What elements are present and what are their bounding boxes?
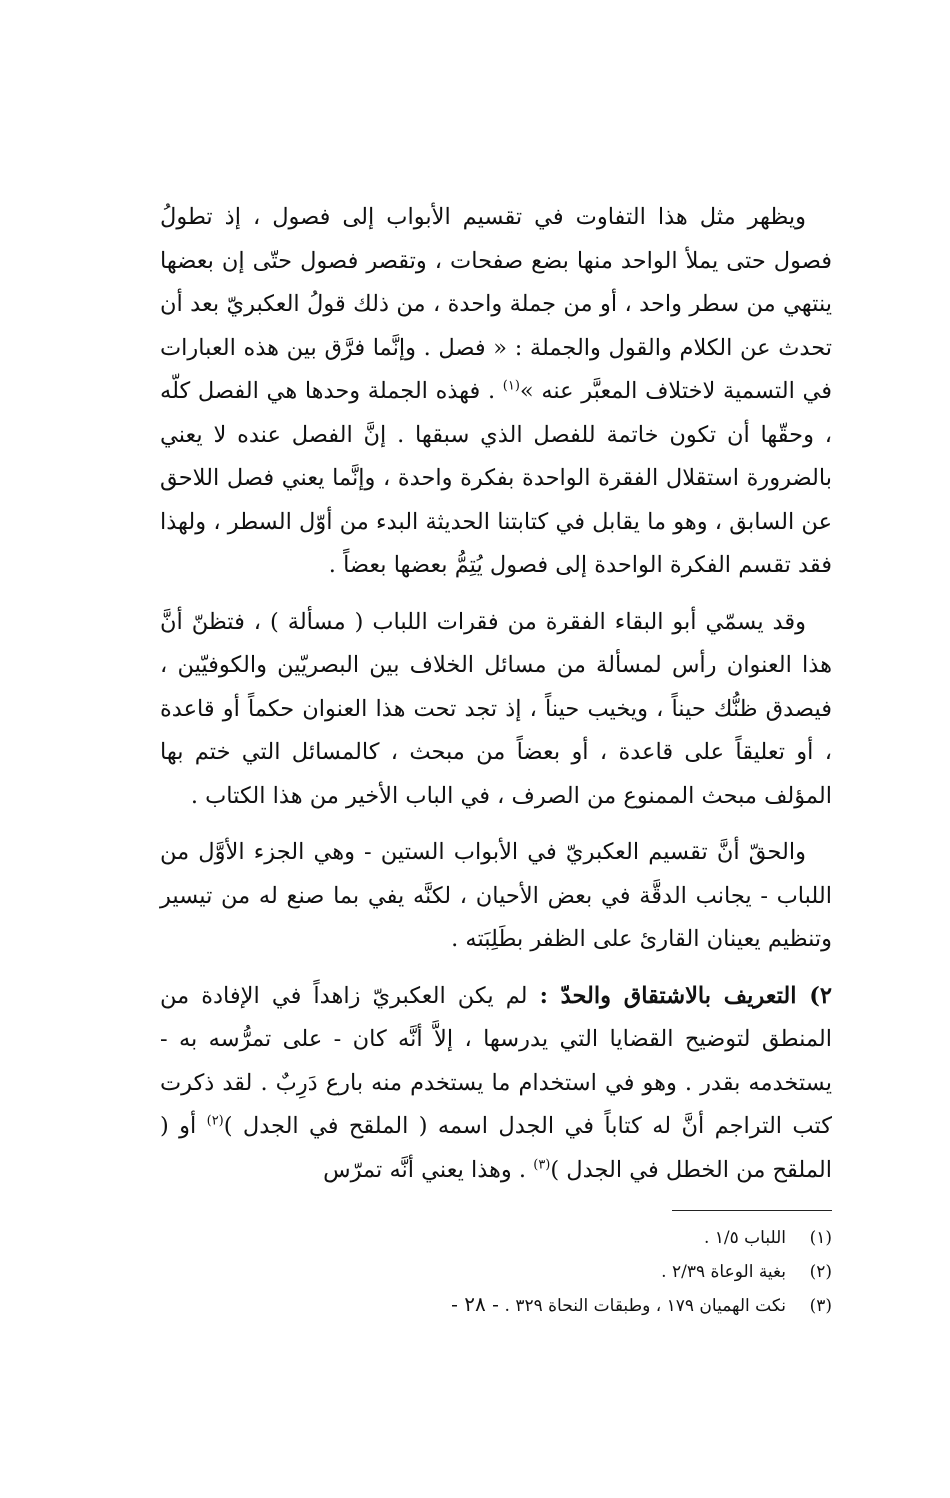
footnote-1 (160, 1221, 832, 1255)
paragraph-3 (160, 831, 832, 962)
paragraph-2 (160, 601, 832, 819)
footnote-number: (٣) (809, 1296, 832, 1316)
paragraph-1-continuation: . فهذه الجملة وحدها هي الفصل كلّه ، وحقّها أن تكون خاتمة للفصل الذي سبقها . إنَّ الفصل عنده لا يعني بالضرورة استقلال الفقرة الواحدة بفكرة واحدة ، وإنَّما يعني فصل اللاحق عن السابق ، وهو ما يقابل في كتابتنا الحديثة البدء من أوّل السطر ، ولهذا فقد تقسم الفكرة الواحدة إلى فصول يُتِمُّ بعضها بعضاً . (160, 378, 832, 578)
main-text (160, 196, 832, 1192)
footnote-text: نكت الهميان ١٧٩ ، وطبقات النحاة ٣٢٩ . (504, 1296, 786, 1316)
paragraph-4-middle: أو ( الملقح من الخطل في الجدل ) (160, 1113, 832, 1183)
section-heading: ٢) التعريف بالاشتقاق والحدّ : (539, 982, 832, 1009)
footnote-ref-2: (٢) (206, 1113, 224, 1129)
footnote-number: (١) (809, 1228, 832, 1248)
footnote-2 (160, 1255, 832, 1289)
footnote-ref-1: (١) (502, 378, 520, 394)
paragraph-4 (160, 975, 832, 1193)
paragraph-1 (160, 196, 832, 588)
paragraph-1-text: ويظهر مثل هذا التفاوت في تقسيم الأبواب إلى فصول ، إذ تطولُ فصول حتى يملأ الواحد منها بضع صفحات ، وتقصر فصول حتّى إن بعضها ينتهي من سطر واحد ، أو من جملة واحدة ، من ذلك قولُ العكبريّ بعد أن تحدث عن الكلام والقول والجملة : « فصل . وإنَّما فرَّق بين هذه العبارات في التسمية لاختلاف المعبَّر عنه » (160, 204, 832, 404)
paragraph-4-text: لم يكن العكبريّ زاهداً في الإفادة من المنطق لتوضيح القضايا التي يدرسها ، إلاَّ أنَّه كان - على تمرُّسه به - يستخدمه بقدر . وهو في استخدام ما يستخدم منه بارع دَرِبٌ . لقد ذكرت كتب التراجم أنَّ له كتاباً في الجدل اسمه ( الملقح في الجدل ) (160, 982, 833, 1139)
paragraph-3-text: والحقّ أنَّ تقسيم العكبريّ في الأبواب الستين - وهي الجزء الأوَّل من اللباب - يجانب الدقَّة في بعض الأحيان ، لكنَّه يفي بما صنع له من تيسير وتنظيم يعينان القارئ على الظفر بطَلِبَته . (160, 839, 832, 952)
paragraph-4-continuation: . وهذا يعني أنَّه تمرّس (323, 1156, 534, 1183)
footnote-separator (672, 1210, 832, 1211)
footnote-number: (٢) (809, 1262, 832, 1282)
page-number: - ٢٨ - (451, 1292, 499, 1316)
footnote-text: اللباب ١/٥ . (703, 1228, 786, 1248)
footnote-text: بغية الوعاة ٢/٣٩ . (661, 1262, 786, 1282)
footnote-ref-3: (٣) (533, 1157, 551, 1172)
paragraph-2-text: وقد يسمّي أبو البقاء الفقرة من فقرات اللباب ( مسألة ) ، فتظنّ أنَّ هذا العنوان رأس لمسألة من مسائل الخلاف بين البصريّين والكوفيّين ، فيصدق ظنُّك حيناً ، ويخيب حيناً ، إذ تجد تحت هذا العنوان حكماً أو قاعدة ، أو تعليقاً على قاعدة ، أو بعضاً من مبحث ، كالمسائل التي ختم بها المؤلف مبحث الممنوع من الصرف ، في الباب الأخير من هذا الكتاب . (160, 608, 832, 809)
